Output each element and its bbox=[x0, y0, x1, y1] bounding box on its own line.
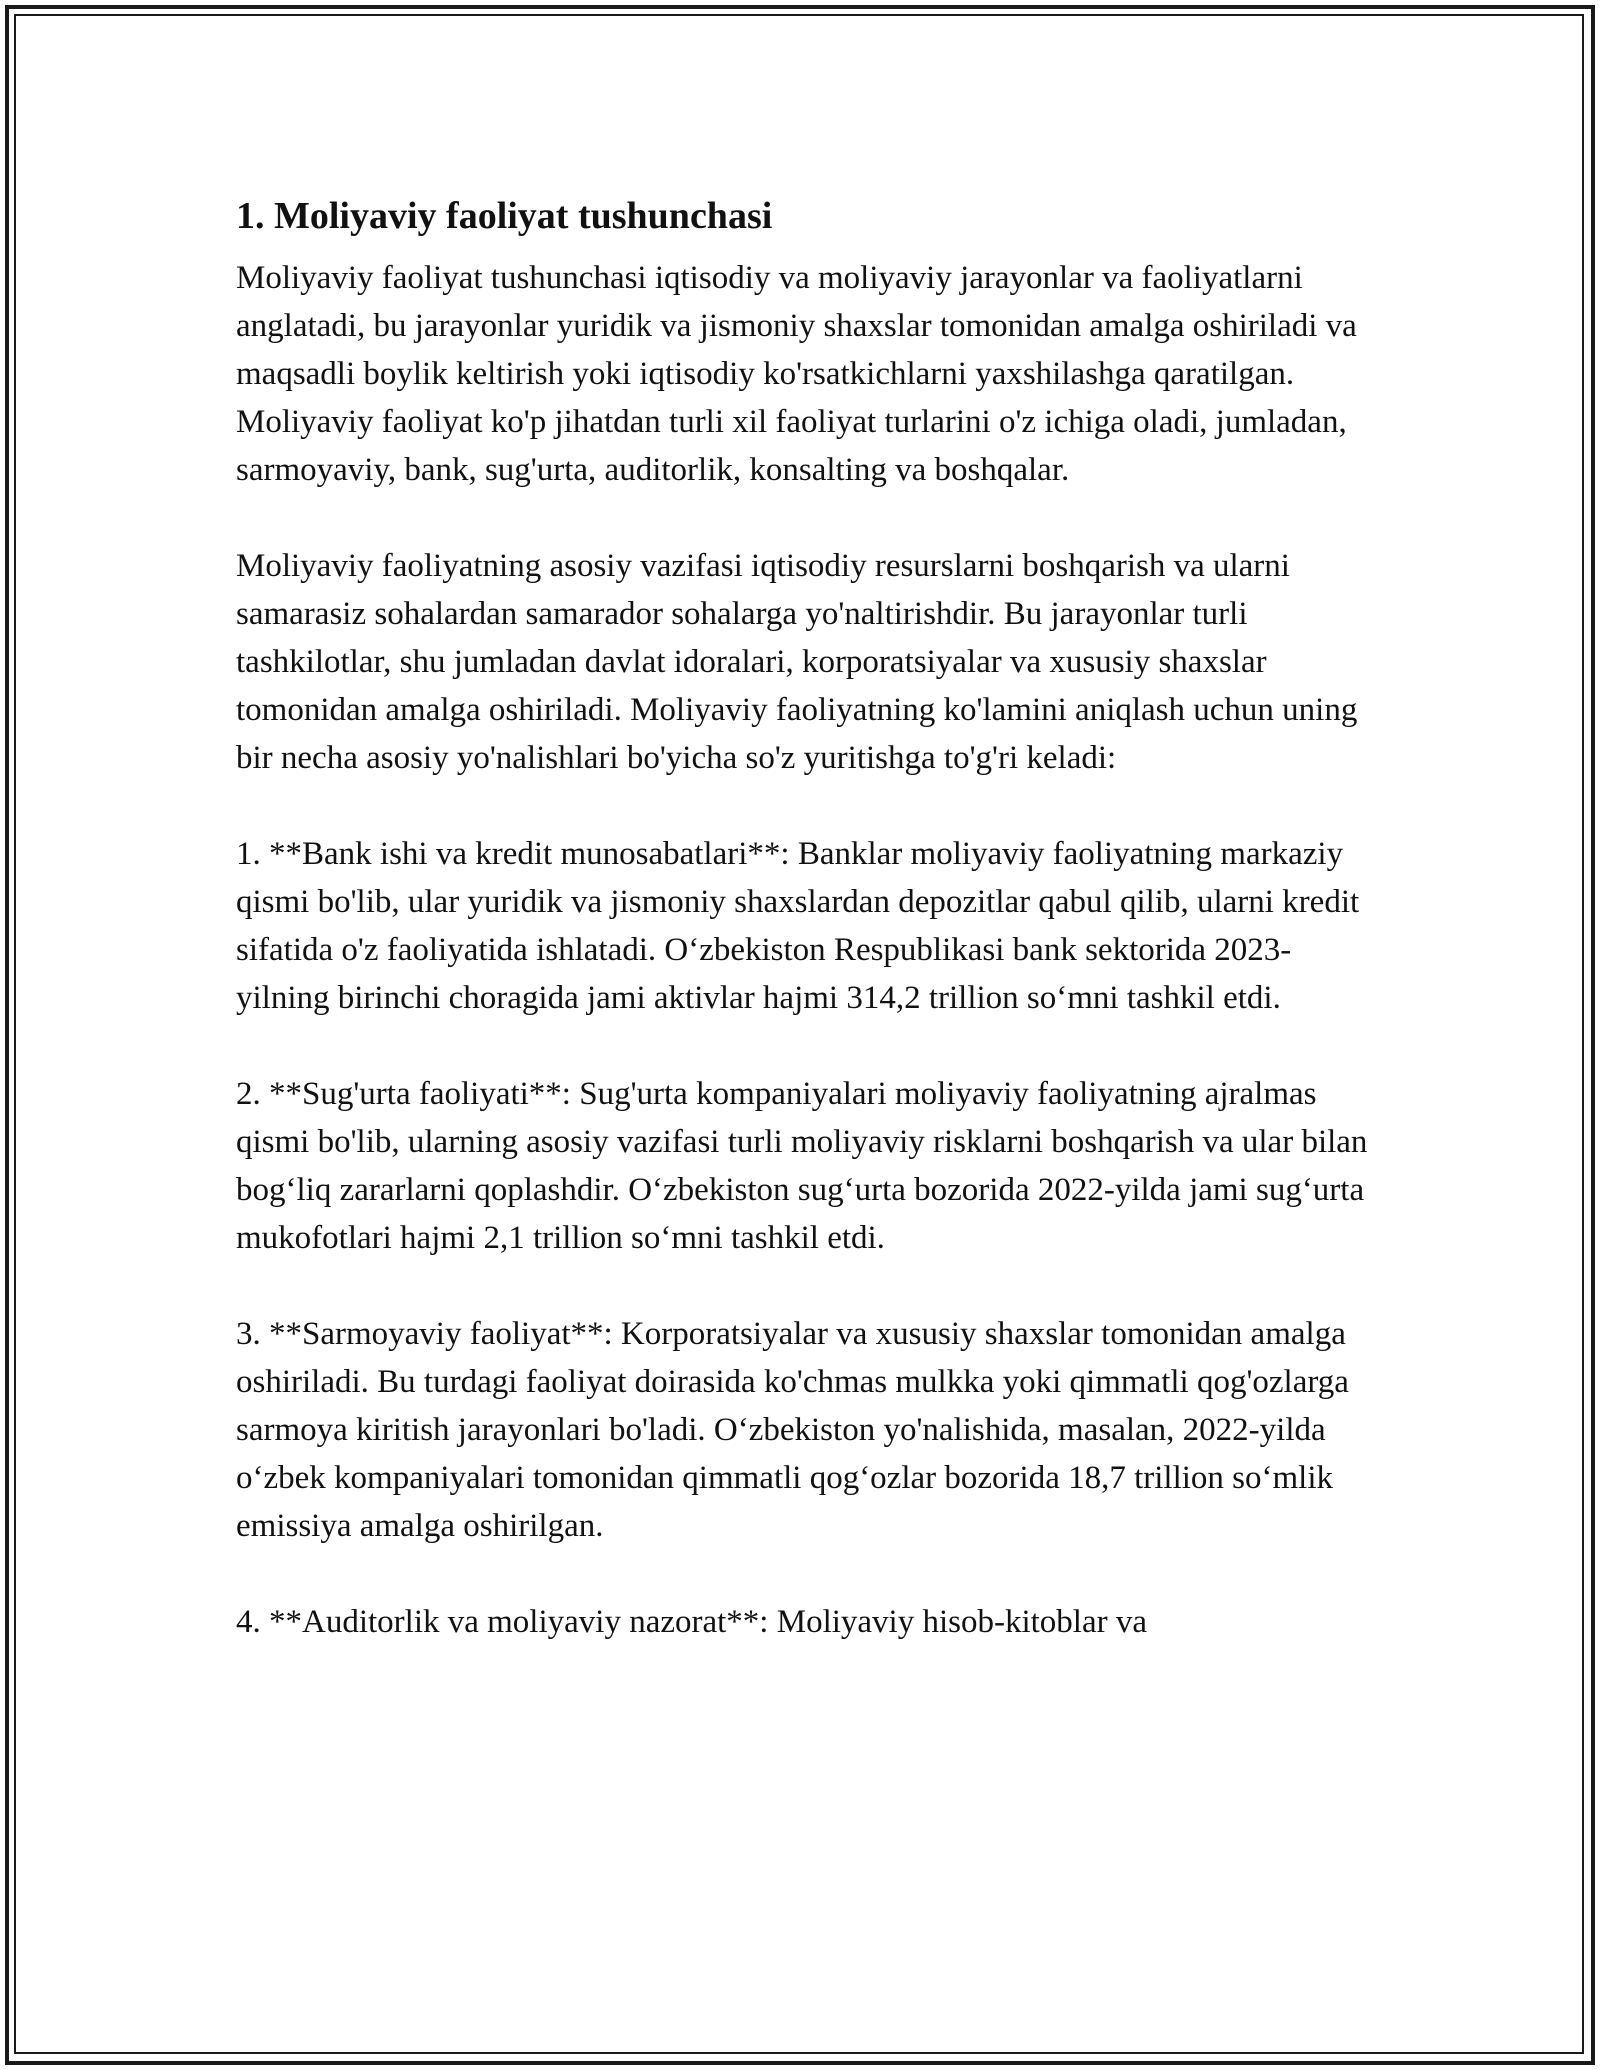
list-item-investment: 3. **Sarmoyaviy faoliyat**: Korporatsiyalar va xususiy shaxslar tomonidan amalga oshiriladi. Bu turdagi faoliyat doirasida ko'chmas mulkka yoki qimmatli qog'ozlarga sarmoya kiritish jarayonlari bo'ladi. O‘zbekiston yo'nalishida, masalan, 2022-yilda o‘zbek kompaniyalari tomonidan qimmatli qog‘ozlar bozorida 18,7 trillion so‘mlik emissiya amalga oshirilgan. bbox=[236, 1316, 1349, 1544]
paragraph-intro: Moliyaviy faoliyat tushunchasi iqtisodiy va moliyaviy jarayonlar va faoliyatlarni anglatadi, bu jarayonlar yuridik va jismoniy shaxslar tomonidan amalga oshiriladi va maqsadli boylik keltirish yoki iqtisodiy ko'rsatkichlarni yaxshilashga qaratilgan. Moliyaviy faoliyat ko'p jihatdan turli xil faoliyat turlarini o'z ichiga oladi, jumladan, sarmoyaviy, bank, sug'urta, auditorlik, konsalting va boshqalar. bbox=[236, 260, 1357, 488]
list-item-audit: 4. **Auditorlik va moliyaviy nazorat**: Moliyaviy hisob-kitoblar va bbox=[236, 1604, 1148, 1640]
list-item-banking: 1. **Bank ishi va kredit munosabatlari**: Banklar moliyaviy faoliyatning markaziy qismi bo'lib, ular yuridik va jismoniy shaxslardan depozitlar qabul qilib, ularni kredit sifatida o'z faoliyatida ishlatadi. O‘zbekiston Respublikasi bank sektorida 2023-yilning birinchi choragida jami aktivlar hajmi 314,2 trillion so‘mni tashkil etdi. bbox=[236, 836, 1360, 1016]
paragraph-main-task: Moliyaviy faoliyatning asosiy vazifasi iqtisodiy resurslarni boshqarish va ularni samarasiz sohalardan samarador sohalarga yo'naltirishdir. Bu jarayonlar turli tashkilotlar, shu jumladan davlat idoralari, korporatsiyalar va xususiy shaxslar tomonidan amalga oshiriladi. Moliyaviy faoliyatning ko'lamini aniqlash uchun uning bir necha asosiy yo'nalishlari bo'yicha so'z yuritishga to'g'ri keladi: bbox=[236, 548, 1358, 776]
list-item-insurance: 2. **Sug'urta faoliyati**: Sug'urta kompaniyalari moliyaviy faoliyatning ajralmas qismi bo'lib, ularning asosiy vazifasi turli moliyaviy risklarni boshqarish va ular bilan bog‘liq zararlarni qoplashdir. O‘zbekiston sug‘urta bozorida 2022-yilda jami sug‘urta mukofotlari hajmi 2,1 trillion so‘mni tashkil etdi. bbox=[236, 1076, 1368, 1256]
section-heading: 1. Moliyaviy faoliyat tushunchasi bbox=[236, 195, 773, 237]
document-body bbox=[236, 188, 1376, 1646]
